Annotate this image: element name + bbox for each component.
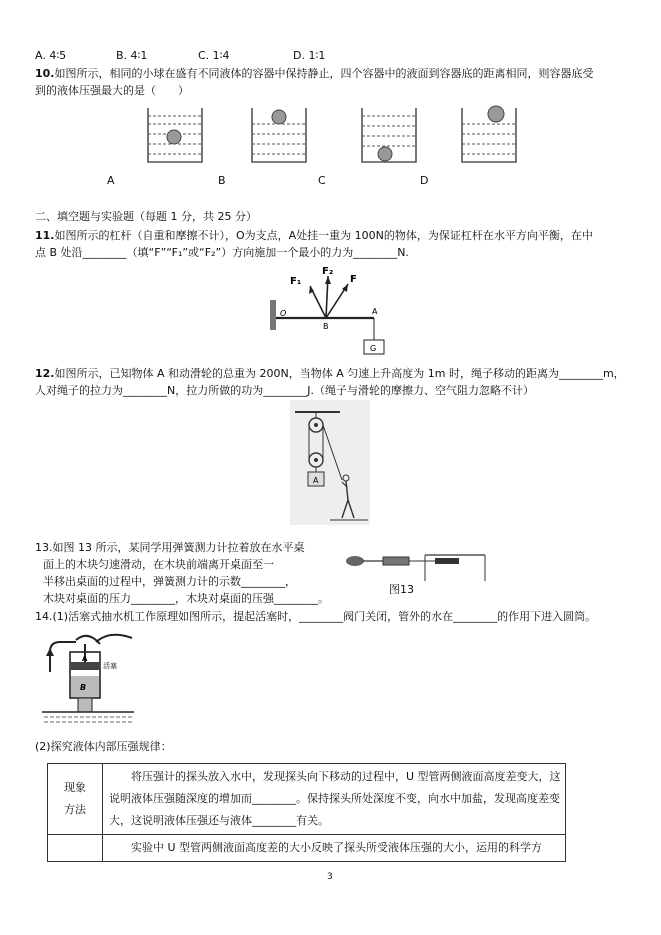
figure-13-caption: 图13 bbox=[389, 583, 414, 596]
page-number: 3 bbox=[327, 872, 333, 882]
q11-line2: 点 B 处沿________（填“F”“F₁”或“F₂”）方向施加一个最小的力为________N. bbox=[35, 246, 409, 259]
pump-label-piston: 活塞 bbox=[103, 662, 117, 670]
q10-text-1: 如图所示，相同的小球在盛有不同液体的容器中保持静止，四个容器中的液面到容器底的距离相同，则容器底受 bbox=[54, 67, 594, 80]
q14-part2-heading: (2)探究液体内部压强规律： bbox=[35, 740, 172, 753]
lever-label-a: A bbox=[372, 307, 378, 316]
q12-number: 12. bbox=[35, 367, 55, 380]
section-2-heading: 二、填空题与实验题（每题 1 分，共 25 分） bbox=[35, 210, 257, 223]
q9-option-b: B. 4∶1 bbox=[116, 49, 148, 62]
table-row bbox=[48, 764, 566, 835]
table-row bbox=[48, 835, 566, 862]
q11-line1 bbox=[35, 228, 593, 243]
experiment-table bbox=[47, 763, 566, 862]
container-c bbox=[362, 108, 416, 162]
pulley-label-a: A bbox=[313, 476, 319, 485]
table-empty-cell bbox=[48, 835, 103, 862]
q13-line2: 面上的木块匀速滑动，在木块前端离开桌面至一 bbox=[43, 558, 274, 571]
q11-number: 11. bbox=[35, 229, 55, 242]
q9-option-a: A. 4∶5 bbox=[35, 49, 67, 62]
q9-option-c: C. 1∶4 bbox=[198, 49, 230, 62]
q12-text-1: 如图所示，已知物体 A 和动滑轮的总重为 200N，当物体 A 匀速上升高度为 1m 时，绳子移动的距离为________m， bbox=[54, 367, 625, 380]
q13-spring-scale-figure bbox=[343, 545, 488, 585]
table-cell-method: 实验中 U 型管两侧液面高度差的大小反映了探头所受液体压强的大小，运用的科学方 bbox=[103, 835, 566, 862]
q14-line1: 14.(1)活塞式抽水机工作原理如图所示，提起活塞时，________阀门关闭，管外的水在________的作用下进入圆筒。 bbox=[35, 610, 597, 623]
q9-option-d: D. 1∶1 bbox=[293, 49, 326, 62]
q11-text-1: 如图所示的杠杆（自重和摩擦不计），O为支点，A处挂一重为 100N的物体，为保证杠杆在水平方向平衡，在中 bbox=[54, 229, 593, 242]
container-a bbox=[148, 108, 202, 162]
lever-label-b: B bbox=[323, 322, 329, 331]
q12-line2: 人对绳子的拉力为________N，拉力所做的功为________J.（绳子与滑轮的摩擦力、空气阻力忽略不计） bbox=[35, 384, 534, 397]
q12-line1 bbox=[35, 366, 625, 381]
q13-line1: 13.如图 13 所示，某同学用弹簧测力计拉着放在水平桌 bbox=[35, 541, 305, 554]
lever-label-g: G bbox=[370, 344, 377, 353]
container-label-a: A bbox=[107, 174, 115, 187]
q11-lever-figure bbox=[260, 262, 400, 362]
container-label-d: D bbox=[420, 174, 429, 187]
q13-line3: 半移出桌面的过程中，弹簧测力计的示数________， bbox=[43, 575, 296, 588]
q12-pulley-figure bbox=[290, 400, 370, 525]
lever-label-f2: F₂ bbox=[322, 266, 334, 277]
q10-number: 10. bbox=[35, 67, 55, 80]
container-b bbox=[252, 108, 306, 162]
lever-label-f: F bbox=[350, 274, 357, 285]
q10-containers-figure bbox=[130, 100, 530, 170]
lever-label-f1: F₁ bbox=[290, 276, 302, 287]
table-header-phenomenon: 现象 bbox=[64, 781, 86, 794]
lever-label-o: O bbox=[280, 309, 287, 318]
container-label-c: C bbox=[318, 174, 326, 187]
container-d bbox=[462, 106, 516, 162]
table-header-cell bbox=[48, 764, 103, 835]
table-header-method: 方法 bbox=[64, 803, 86, 816]
pump-label-b: B bbox=[80, 683, 87, 692]
container-label-b: B bbox=[218, 174, 226, 187]
table-cell-phenomenon: 将压强计的探头放入水中，发现探头向下移动的过程中，U 型管两侧液面高度差变大，这说明液体压强随深度的增加而________。保持探头所处深度不变，向水中加盐，发现高度差变大，这说明液体压强还与液体________有关。 bbox=[103, 764, 566, 835]
q14-pump-figure bbox=[40, 632, 136, 727]
pump-label-a: A bbox=[82, 655, 88, 663]
q10-line2: 到的液体压强最大的是（ ） bbox=[35, 84, 189, 97]
q10-line1 bbox=[35, 66, 594, 81]
q13-line4: 木块对桌面的压力________，木块对桌面的压强________。 bbox=[43, 592, 329, 605]
